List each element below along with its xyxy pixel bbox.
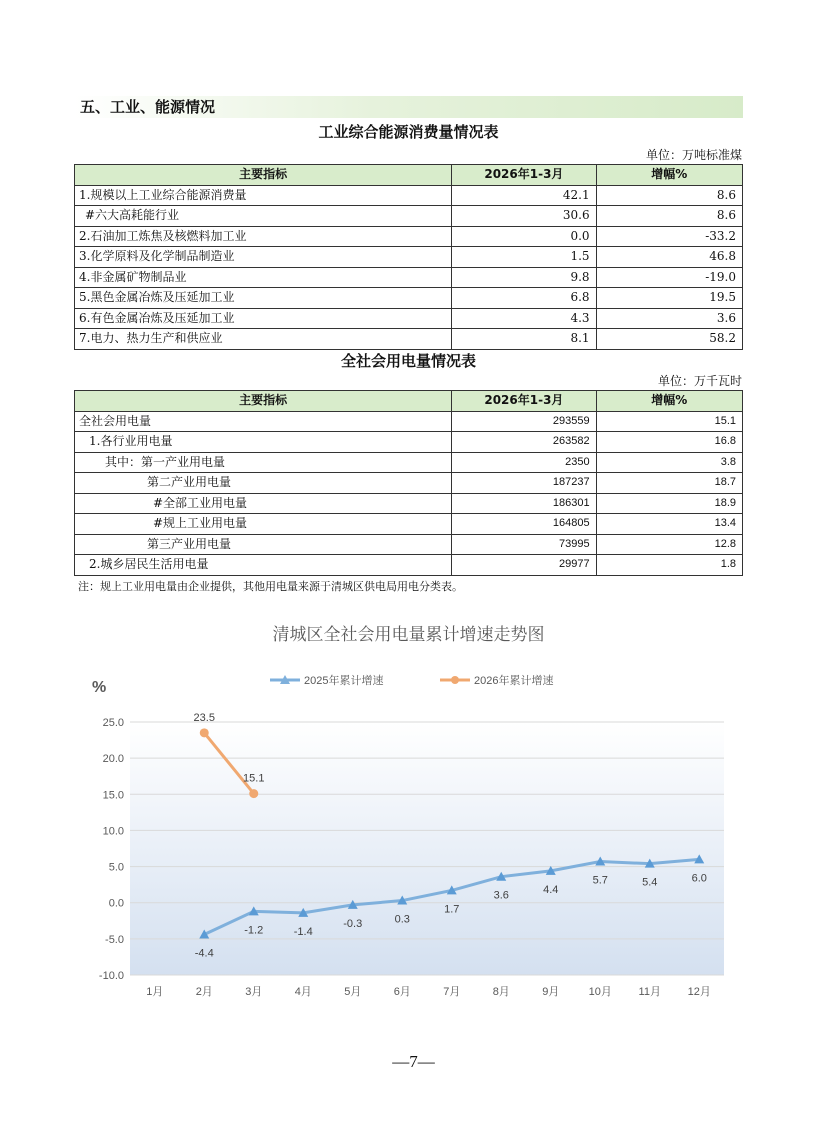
indicator-name: 第二产业用电量 [75,473,452,494]
indicator-growth: 58.2 [596,329,742,350]
indicator-growth: 16.8 [596,432,742,453]
table-row [75,473,743,494]
indicator-growth: 3.8 [596,452,742,473]
energy-consumption-table [74,164,743,350]
indicator-name: 1.各行业用电量 [75,432,452,453]
table-row [75,185,743,206]
table-row [75,267,743,288]
indicator-growth: 15.1 [596,411,742,432]
data-label: 5.7 [592,874,608,887]
indicator-growth: 8.6 [596,185,742,206]
y-tick-label: 0.0 [108,897,124,910]
indicator-growth: 46.8 [596,247,742,268]
data-label: 3.6 [493,889,509,902]
chart-title: 清城区全社会用电量累计增速走势图 [272,625,545,645]
table-row [75,288,743,309]
indicator-value: 6.8 [452,288,596,309]
column-header: 主要指标 [75,391,452,412]
column-header: 增幅% [596,391,742,412]
power-consumption-table [74,390,743,576]
x-tick-label: 7月 [443,986,461,998]
x-tick-label: 5月 [344,986,362,998]
table-row [75,432,743,453]
indicator-name: 第三产业用电量 [75,534,452,555]
power-table-title: 全社会用电量情况表 [340,352,476,370]
indicator-growth: 18.9 [596,493,742,514]
x-tick-label: 11月 [638,986,661,998]
data-point [200,728,209,737]
x-tick-label: 3月 [245,986,263,998]
data-label: 15.1 [243,772,265,785]
table-row [75,329,743,350]
indicator-value: 1.5 [452,247,596,268]
data-label: -1.4 [293,925,313,938]
data-label: -0.3 [343,917,363,930]
x-tick-label: 10月 [588,986,612,998]
indicator-name: #全部工业用电量 [75,493,452,514]
table-footnote: 注：规上工业用电量由企业提供，其他用电量来源于清城区供电局用电分类表。 [78,580,463,593]
indicator-value: 29977 [452,555,596,576]
table-row [75,534,743,555]
page-number: —7— [392,1052,435,1071]
indicator-value: 263582 [452,432,596,453]
indicator-value: 9.8 [452,267,596,288]
y-tick-label: 10.0 [102,825,124,838]
indicator-name: 2.石油加工炼焦及核燃料加工业 [75,226,452,247]
indicator-value: 30.6 [452,206,596,227]
indicator-name: 7.电力、热力生产和供应业 [75,329,452,350]
energy-table-title: 工业综合能源消费量情况表 [318,123,499,141]
indicator-growth: 18.7 [596,473,742,494]
indicator-growth: 13.4 [596,514,742,535]
data-label: 5.4 [642,876,658,889]
data-label: 1.7 [444,903,460,916]
y-tick-label: -5.0 [105,933,124,946]
indicator-value: 0.0 [452,226,596,247]
table-row [75,247,743,268]
energy-table-unit: 单位：万吨标准煤 [645,148,742,162]
y-tick-label: -10.0 [98,970,124,982]
indicator-name: 5.黑色金属冶炼及压延加工业 [75,288,452,309]
indicator-name: 1.规模以上工业综合能源消费量 [75,185,452,206]
table-row [75,493,743,514]
data-label: 23.5 [193,711,215,724]
y-tick-label: 15.0 [102,789,124,802]
table-row [75,555,743,576]
data-label: -1.2 [244,924,264,937]
indicator-value: 164805 [452,514,596,535]
indicator-value: 42.1 [452,185,596,206]
data-label: 6.0 [691,872,707,885]
x-tick-label: 8月 [492,986,510,998]
table-row [75,411,743,432]
power-table-unit: 单位：万千瓦时 [657,374,742,388]
indicator-value: 8.1 [452,329,596,350]
y-tick-label: 20.0 [102,753,124,766]
data-point [249,789,258,798]
y-tick-label: 25.0 [102,717,124,729]
table-row [75,514,743,535]
line-chart [80,660,740,1005]
indicator-name: 2.城乡居民生活用电量 [75,555,452,576]
indicator-growth: 19.5 [596,288,742,309]
indicator-name: 6.有色金属冶炼及压延加工业 [75,308,452,329]
data-label: 0.3 [394,913,410,926]
table-row [75,452,743,473]
x-tick-label: 2月 [195,986,213,998]
indicator-value: 4.3 [452,308,596,329]
indicator-value: 73995 [452,534,596,555]
indicator-value: 2350 [452,452,596,473]
legend-marker [451,676,459,684]
table-row [75,206,743,227]
column-header: 增幅% [596,165,742,186]
indicator-growth: 1.8 [596,555,742,576]
indicator-name: #六大高耗能行业 [75,206,452,227]
indicator-growth: 8.6 [596,206,742,227]
x-tick-label: 12月 [687,986,711,998]
indicator-growth: 12.8 [596,534,742,555]
x-tick-label: 9月 [542,986,560,998]
indicator-name: #规上工业用电量 [75,514,452,535]
table-row [75,226,743,247]
x-tick-label: 6月 [393,986,411,998]
table-row [75,308,743,329]
indicator-name: 其中：第一产业用电量 [75,452,452,473]
indicator-name: 4.非金属矿物制品业 [75,267,452,288]
x-tick-label: 4月 [294,986,312,998]
column-header: 2026年1-3月 [452,165,596,186]
indicator-growth: -33.2 [596,226,742,247]
y-axis-label: % [92,679,107,696]
y-tick-label: 5.0 [108,861,124,874]
indicator-name: 全社会用电量 [75,411,452,432]
x-tick-label: 1月 [146,986,164,998]
indicator-value: 187237 [452,473,596,494]
indicator-value: 293559 [452,411,596,432]
column-header: 主要指标 [75,165,452,186]
indicator-name: 3.化学原料及化学制品制造业 [75,247,452,268]
data-label: -4.4 [194,947,214,960]
plot-area [130,722,724,975]
indicator-growth: 3.6 [596,308,742,329]
legend-label: 2025年累计增速 [304,675,384,687]
indicator-value: 186301 [452,493,596,514]
column-header: 2026年1-3月 [452,391,596,412]
section-title: 五、工业、能源情况 [80,98,216,116]
legend-label: 2026年累计增速 [474,675,554,687]
data-label: 4.4 [543,883,559,896]
indicator-growth: -19.0 [596,267,742,288]
